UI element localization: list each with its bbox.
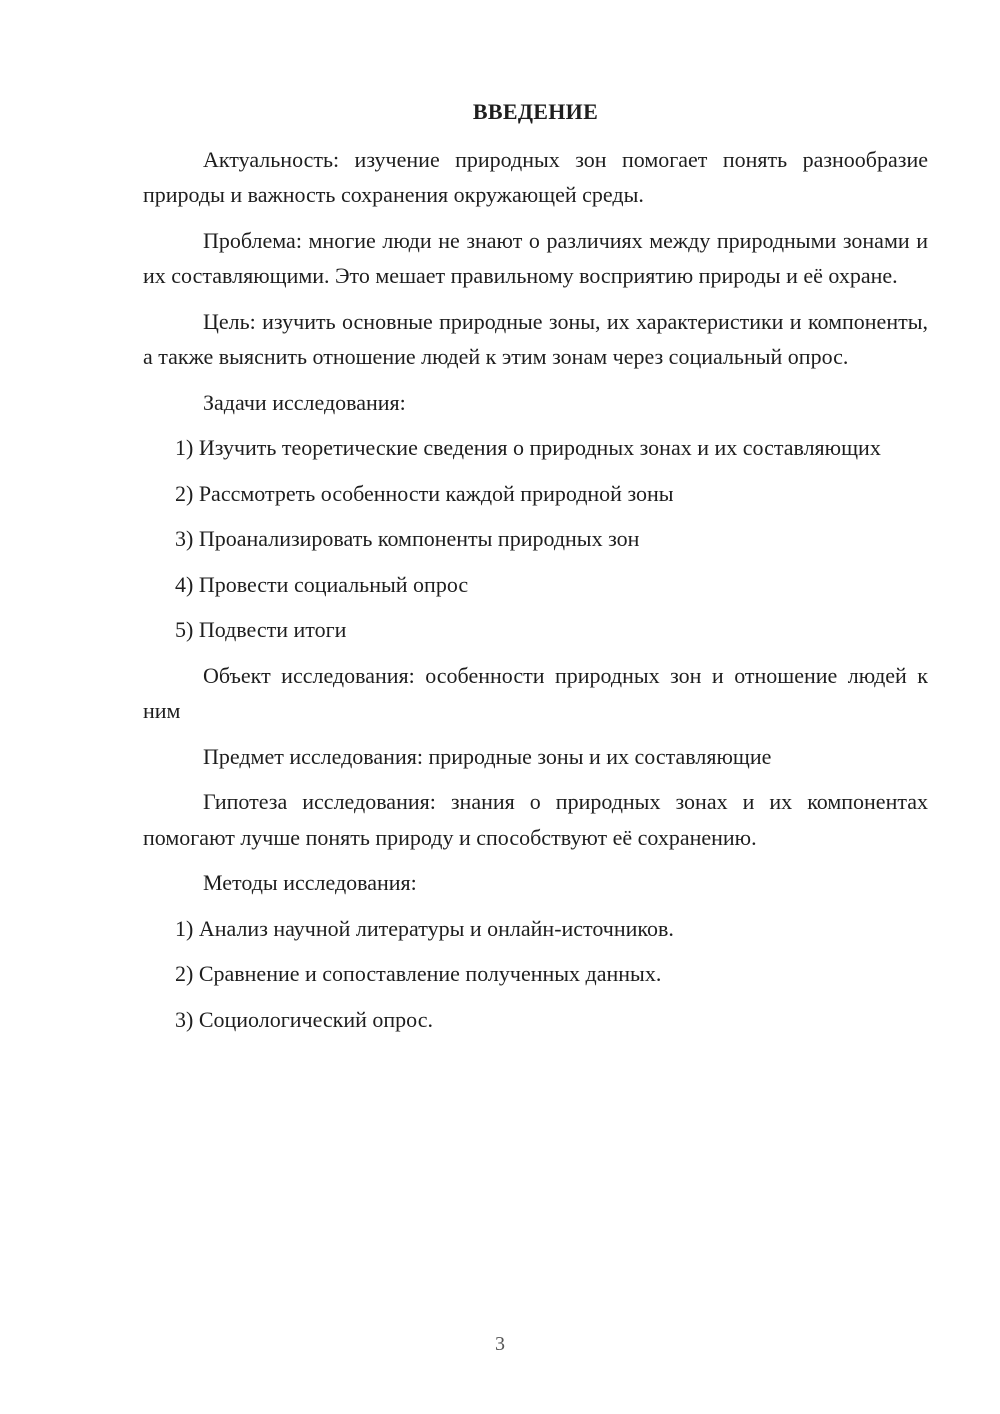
task-item: 1) Изучить теоретические сведения о природных зонах и их составляющих [175,435,881,460]
method-item: 3) Социологический опрос. [175,1006,433,1032]
task-item: 3) Проанализировать компоненты природных зон [175,526,640,551]
goal-paragraph: Цель: изучить основные природные зоны, их характеристики и компоненты, а также выяснить отношение людей к этим зонам через социальный опрос. [143,308,928,369]
page-number: 3 [495,1333,505,1355]
tasks-heading: Задачи исследования: [203,389,406,415]
relevance-paragraph: Актуальность: изучение природных зон помогает понять разнообразие природы и важность сохранения окружающей среды. [143,146,928,207]
task-item: 5) Подвести итоги [175,617,347,642]
page-content [143,94,928,1047]
methods-heading: Методы исследования: [203,870,417,895]
hypothesis-paragraph: Гипотеза исследования: знания о природных зонах и их компонентах помогают лучше понять природу и способствуют её сохранению. [143,789,928,850]
task-item: 2) Рассмотреть особенности каждой природной зоны [175,480,674,506]
method-item: 1) Анализ научной литературы и онлайн-источников. [175,915,674,941]
object-paragraph: Объект исследования: особенности природных зон и отношение людей к ним [143,662,928,723]
page-title: ВВЕДЕНИЕ [472,99,599,124]
subject-paragraph: Предмет исследования: природные зоны и их составляющие [203,743,772,769]
task-item: 4) Провести социальный опрос [175,571,469,597]
method-item: 2) Сравнение и сопоставление полученных данных. [175,961,662,986]
problem-paragraph: Проблема: многие люди не знают о различиях между природными зонами и их составляющими. Это мешает правильному восприятию природы и её охране. [143,227,928,288]
